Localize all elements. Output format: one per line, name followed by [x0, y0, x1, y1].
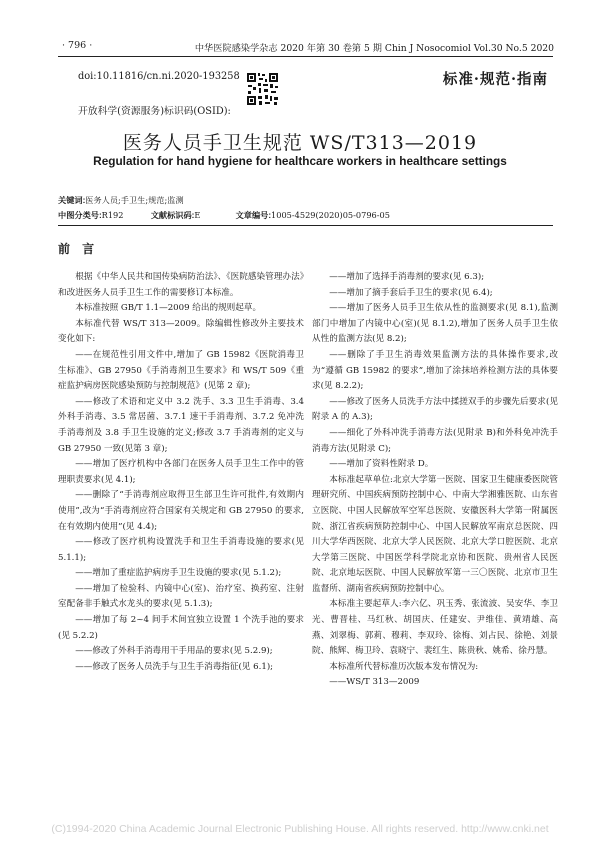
paragraph: ——在规范性引用文件中,增加了 GB 15982《医院消毒卫生标准》、GB 27950《手消毒剂卫生要求》和 WS/T 509《重症监护病房医院感染预防与控制规范》(见第 2 章);	[58, 349, 304, 392]
clc-label: 中图分类号:	[58, 211, 102, 220]
paragraph: ——增加了医务人员手卫生依从性的监测要求(见 8.1),监测部门中增加了内镜中心(室)(见 8.1.2),增加了医务人员手卫生依从性的监测方法(见 8.2);	[312, 303, 558, 345]
paragraph: ——修改了外科手消毒用干手用品的要求(见 5.2.9);	[75, 646, 273, 657]
paragraph: ——WS/T 313—2009	[329, 677, 420, 688]
classification-line	[58, 210, 390, 221]
paragraph: 根据《中华人民共和国传染病防治法》、《医院感染管理办法》和改进医务人员手卫生工作的需要修订本标准。	[58, 272, 304, 298]
paragraph: 本标准起草单位:北京大学第一医院、国家卫生健康委医院管理研究所、中国疾病预防控制中心、中南大学湘雅医院、山东省立医院、中国人民解放军空军总医院、安徽医科大学第一附属医院、浙江省疾病预防控制中心、中国人民解放军南京总医院、四川大学华西医院、北京大学人民医院、北京大学口腔医院、北京大学第三医院、中国医学科学院北京协和医院、贵州省人民医院、北京地坛医院、中国人民解放军第一三〇医院、北京市卫生监督所、湖南省疾病预防控制中心。	[312, 474, 558, 594]
paragraph: ——修改了术语和定义中 3.2 洗手、3.3 卫生手消毒、3.4 外科手消毒、3.5 常居菌、3.7.1 速干手消毒剂、3.7.2 免冲洗手消毒剂及 3.8 手卫生设施的定义;修改 3.7 手消毒剂的定义与 GB 27950 一致(见第 3 章);	[58, 396, 304, 454]
doccode-label: 文献标识码:	[150, 211, 195, 220]
paragraph: ——删除了“手消毒剂应取得卫生部卫生许可批件,有效期内使用”,改为“手消毒剂应符合国家有关规定和 GB 27950 的要求,在有效期内使用”(见 4.4);	[58, 490, 304, 532]
left-column	[58, 270, 304, 675]
paragraph: ——增加了每 2~4 间手术间宜独立设置 1 个洗手池的要求(见 5.2.2)	[58, 615, 304, 641]
title-chinese: 医务人员手卫生规范 WS/T313—2019	[122, 132, 478, 154]
paragraph: ——修改了医疗机构设置洗手和卫生手消毒设施的要求(见 5.1.1);	[58, 537, 304, 563]
paragraph: ——增加了摘手套后手卫生的要求(见 6.4);	[329, 287, 493, 298]
doi-line: doi:10.11816/cn.ni.2020-193258	[78, 71, 240, 82]
paragraph: ——删除了手卫生消毒效果监测方法的具体操作要求,改为“遵循 GB 15982 的要求”,增加了涂抹培养检测方法的具体要求(见 8.2.2);	[312, 349, 558, 392]
keywords-value: 医务人员;手卫生;规范;监测	[85, 195, 184, 205]
qr-code-icon	[246, 72, 279, 106]
meta-rule	[58, 225, 553, 226]
paragraph: ——增加了选择手消毒剂的要求(见 6.3);	[329, 272, 485, 282]
paragraph: ——增加了检验科、内镜中心(室)、治疗室、换药室、注射室配备非手触式水龙头的要求(见 5.1.3);	[58, 583, 304, 610]
paragraph: ——修改了医务人员洗手方法中揉搓双手的步骤先后要求(见附录 A 的 A.3);	[312, 396, 558, 423]
article-no-value: 1005-4529(2020)05-0796-05	[271, 210, 390, 220]
paragraph: ——增加了重症监护病房手卫生设施的要求(见 5.1.2);	[75, 568, 282, 579]
paragraph: 本标准主要起草人:李六亿、巩玉秀、张流波、吴安华、李卫光、曹晋桂、马红秋、胡国庆、任建安、尹维佳、黄靖雄、高燕、刘翠梅、郭莉、穆莉、李双玲、徐梅、刘占民、徐艳、刘景院、熊辉、梅卫玲、袁晓宁、裴红生、陈贵秋、姚希、徐丹慧。	[312, 599, 558, 657]
right-column	[312, 270, 558, 691]
article-category: 标准·规范·指南	[442, 71, 548, 88]
keywords-line	[58, 195, 184, 206]
paragraph: 本标准所代替标准历次版本发布情况为:	[329, 661, 479, 672]
paragraph: ——增加了医疗机构中各部门在医务人员手卫生工作中的管理职责要求(见 4.1);	[58, 459, 304, 485]
journal-header: 中华医院感染学杂志 2020 年第 30 卷第 5 期 Chin J Nosocomiol Vol.30 No.5 2020	[194, 43, 554, 54]
doccode-value: E	[194, 210, 201, 220]
copyright-footer: (C)1994-2020 China Academic Journal Electronic Publishing House. All rights reserved. http://www.cnki.net	[51, 823, 549, 835]
paragraph: 本标准代替 WS/T 313—2009。除编辑性修改外主要技术变化如下:	[58, 318, 304, 345]
paragraph: 本标准按照 GB/T 1.1—2009 给出的规则起草。	[75, 303, 262, 314]
paragraph: ——细化了外科冲洗手消毒方法(见附录 B)和外科免冲洗手消毒方法(见附录 C);	[312, 427, 558, 454]
keywords-label: 关键词:	[58, 196, 86, 205]
page-number: · 796 ·	[62, 40, 93, 51]
article-no-label: 文章编号:	[235, 211, 272, 220]
section-title: 前 言	[58, 242, 99, 256]
osid-label: 开放科学(资源服务)标识码(OSID):	[78, 106, 231, 117]
paragraph: ——增加了资料性附录 D。	[329, 459, 434, 470]
header-rule	[58, 56, 553, 57]
title-english: Regulation for hand hygiene for healthcare workers in healthcare settings	[93, 154, 507, 168]
paragraph: ——修改了医务人员洗手与卫生手消毒指征(见 6.1);	[75, 661, 274, 672]
clc-value: R192	[101, 210, 124, 220]
